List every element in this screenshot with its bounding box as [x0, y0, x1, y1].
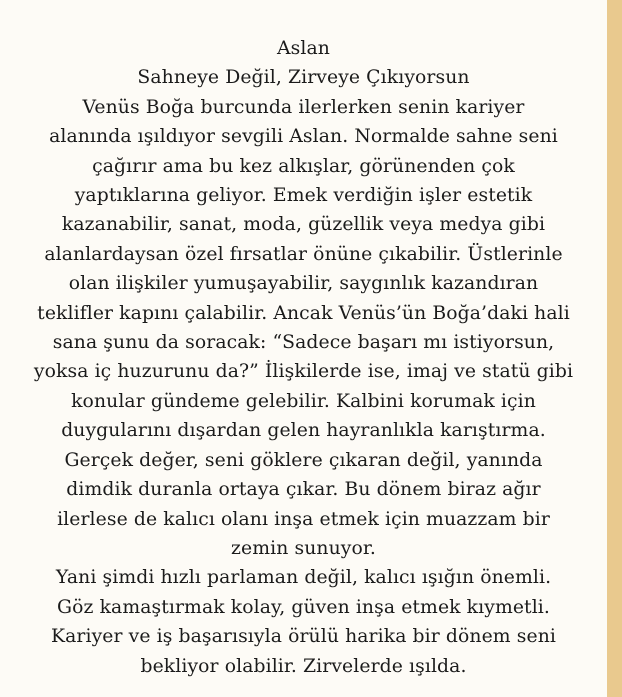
text-line: alanlardaysan özel fırsatlar önüne çıkabilir. Üstlerinle [44, 243, 563, 265]
text-line: Gerçek değer, seni göklere çıkaran değil, yanında [64, 449, 543, 471]
text-line: bekliyor olabilir. Zirvelerde ışılda. [140, 655, 467, 677]
text-line: Göz kamaştırmak kolay, güven inşa etmek kıymetli. [57, 596, 550, 618]
text-line: teklifler kapını çalabilir. Ancak Venüs’ün Boğa’daki hali [37, 302, 570, 324]
horoscope-text [0, 34, 607, 681]
text-line: zemin sunuyor. [231, 537, 376, 559]
document-subtitle: Sahneye Değil, Zirveye Çıkıyorsun [137, 67, 470, 89]
text-line: Kariyer ve iş başarısıyla örülü harika bir dönem seni [51, 626, 556, 648]
text-line: duygularını dışardan gelen hayranlıkla karıştırma. [61, 420, 546, 442]
text-line: yoksa iç huzurunu da?” İlişkilerde ise, imaj ve statü gibi [33, 361, 574, 383]
text-line: Venüs Boğa burcunda ilerlerken senin kariyer [82, 96, 525, 118]
text-line: yaptıklarına geliyor. Emek verdiğin işler estetik [74, 185, 533, 207]
text-line: olan ilişkiler yumuşayabilir, saygınlık kazandıran [68, 273, 539, 295]
side-strip [607, 0, 622, 697]
text-line: Yani şimdi hızlı parlaman değil, kalıcı ışığın önemli. [55, 567, 552, 589]
text-line: sana şunu da soracak: “Sadece başarı mı istiyorsun, [52, 332, 555, 354]
document-title: Aslan [277, 38, 330, 59]
text-line: çağırır ama bu kez alkışlar, görünenden çok [92, 155, 515, 177]
text-line: dimdik duranla ortaya çıkar. Bu dönem biraz ağır [66, 479, 541, 501]
text-line: ilerlese de kalıcı olanı inşa etmek için muazzam bir [57, 508, 550, 530]
text-line: alanında ışıldıyor sevgili Aslan. Normalde sahne seni [49, 126, 558, 148]
text-line: kazanabilir, sanat, moda, güzellik veya medya gibi [61, 214, 546, 236]
text-line: konular gündeme gelebilir. Kalbini korumak için [71, 390, 536, 412]
